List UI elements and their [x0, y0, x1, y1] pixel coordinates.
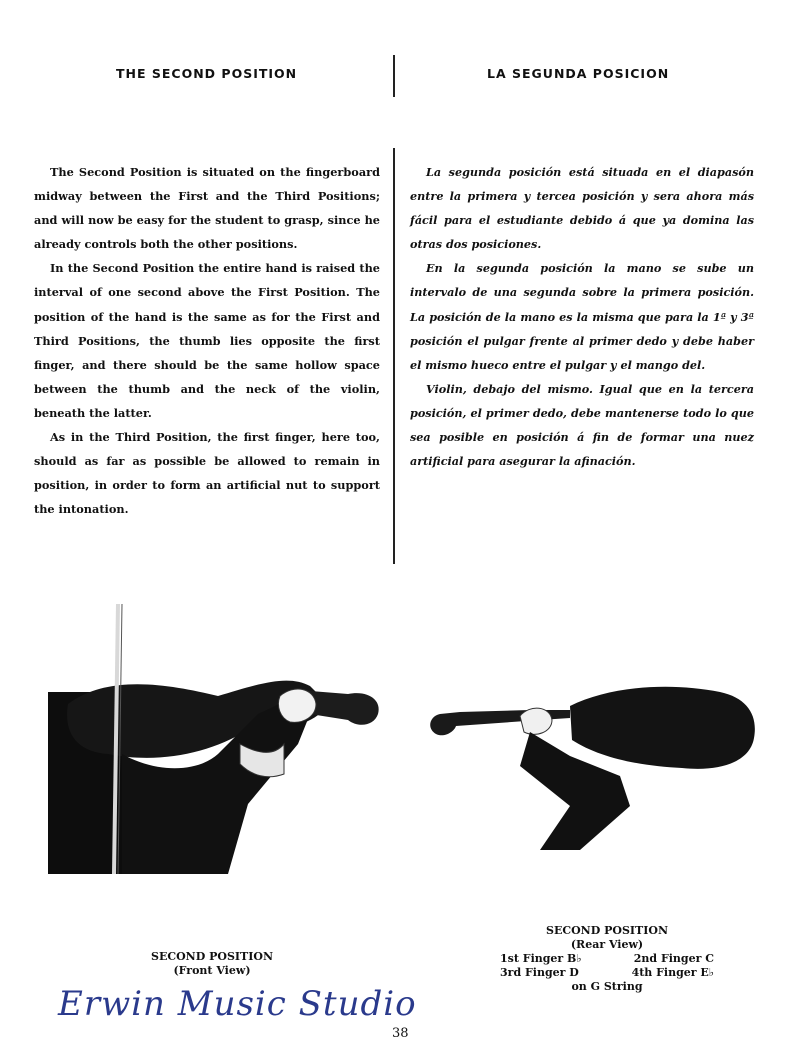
front-caption-subtitle: (Front View)	[173, 964, 251, 977]
spanish-paragraph-2: En la segunda posición la mano se sube un intervalo de una segunda sobre la primera posición. La posición de la mano es la misma que para la 1ª y 3ª posición el pulgar frente al primer dedo y debe haber el mismo hueco entre el pulgar y el mango del.	[410, 261, 754, 372]
finger-4-label: 4th Finger E♭	[631, 966, 714, 979]
english-column	[34, 160, 380, 521]
english-paragraph-3: As in the Third Position, the first finger, here too, should as far as possible be allowed to remain in position, in order to form an artificial nut to support the intonation.	[34, 430, 380, 517]
finger-1-label: 1st Finger B♭	[500, 952, 582, 965]
front-view-caption	[92, 950, 332, 978]
finger-row-1	[500, 952, 714, 966]
finger-3-label: 3rd Finger D	[500, 966, 579, 979]
rear-caption-title: SECOND POSITION	[546, 924, 668, 937]
violin-body-rear	[570, 687, 755, 769]
hand-rear	[520, 708, 552, 734]
rear-view-photo	[420, 676, 760, 850]
string-label: on G String	[571, 980, 643, 993]
spanish-paragraph-3: Violin, debajo del mismo. Igual que en la tercera posición, el primer dedo, debe mantenerse todo lo que sea posible en posición á fin de formar una nuez artificial para asegurar la afinación.	[410, 381, 754, 469]
finger-row-2	[500, 966, 714, 980]
spanish-title: LA SEGUNDA POSICION	[487, 66, 670, 81]
spanish-paragraph-1: La segunda posición está situada en el diapasón entre la primera y tercea posición y sera ahora más fácil para el estudiante debido á que ya domina las otras dos posiciones.	[410, 165, 754, 252]
rear-view-caption	[480, 924, 734, 994]
english-paragraph-1: The Second Position is situated on the fingerboard midway between the First and the Third Positions; and will now be easy for the student to grasp, since he already controls both the other positions.	[34, 165, 380, 252]
finger-2-label: 2nd Finger C	[633, 952, 714, 965]
column-divider	[393, 148, 395, 564]
studio-watermark: Erwin Music Studio	[58, 984, 417, 1024]
rear-caption-subtitle: (Rear View)	[570, 938, 644, 951]
front-caption-title: SECOND POSITION	[151, 950, 273, 963]
page-number: 38	[392, 1026, 409, 1041]
spanish-column	[410, 160, 754, 473]
header-divider	[393, 55, 395, 97]
english-paragraph-2: In the Second Position the entire hand is raised the interval of one second above the First Position. The position of the hand is the same as for the First and Third Positions, the thumb lies opposite the first finger, and there should be the same hollow space between the thumb and the neck of the violin, beneath the latter.	[34, 261, 380, 420]
english-title: THE SECOND POSITION	[116, 66, 298, 81]
front-view-photo	[48, 604, 394, 874]
